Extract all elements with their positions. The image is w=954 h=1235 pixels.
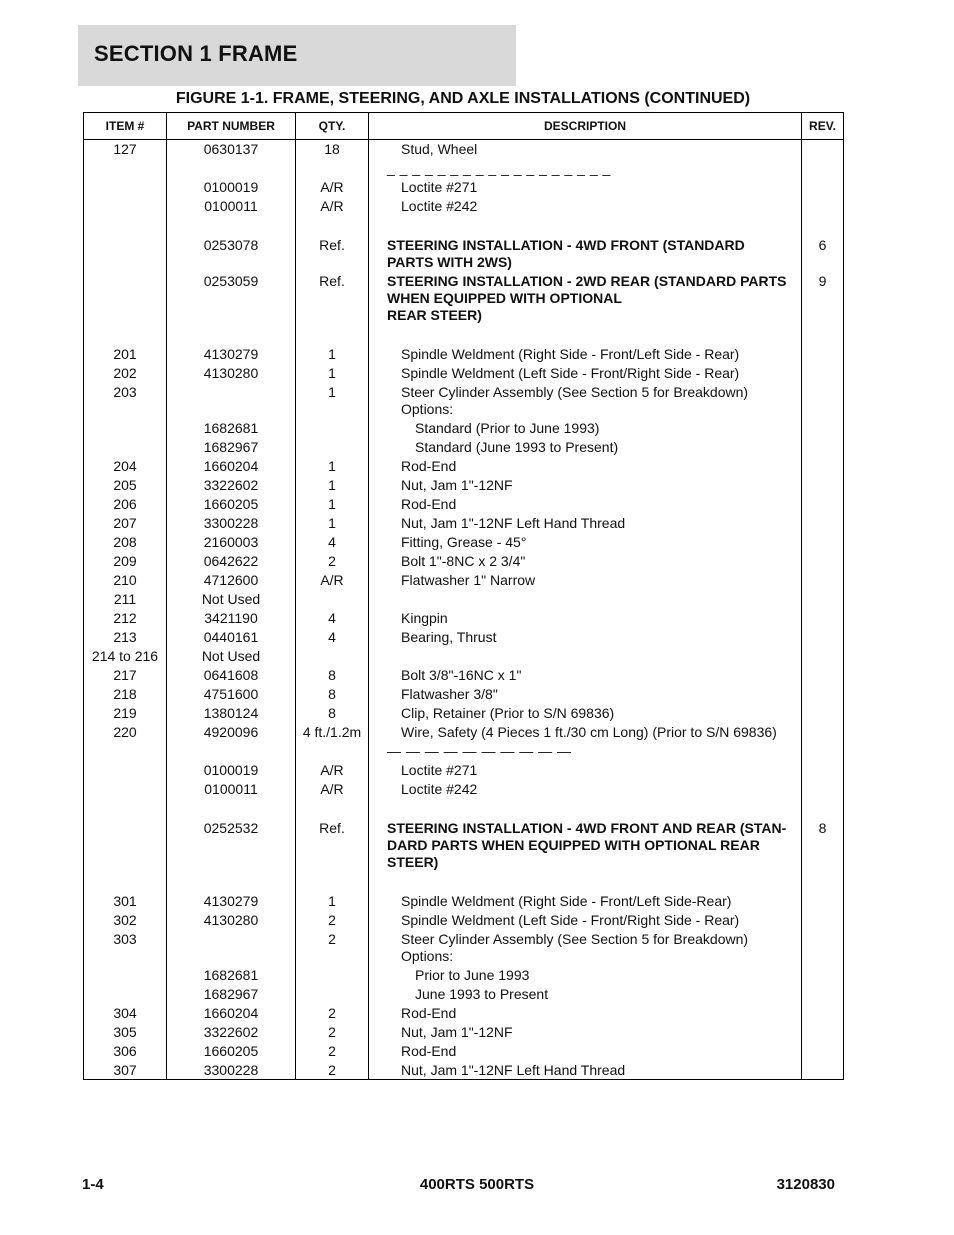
table-row (84, 1003, 844, 1022)
item-number-cell: 303 (84, 929, 167, 965)
part-number-cell: 0440161 (167, 627, 296, 646)
rev-cell: 9 (802, 271, 844, 324)
table-row (84, 722, 844, 741)
item-number-cell: 305 (84, 1022, 167, 1041)
footer-page-number: 1-4 (82, 1176, 104, 1193)
item-number-cell: 220 (84, 722, 167, 741)
part-number-cell: 4920096 (167, 722, 296, 741)
table-row (84, 177, 844, 196)
description-cell: Spindle Weldment (Left Side - Front/Right Side - Rear) (369, 910, 802, 929)
description-cell: Prior to June 1993 (369, 965, 802, 984)
table-row (84, 929, 844, 965)
part-number-cell: 1660205 (167, 494, 296, 513)
item-number-cell: 219 (84, 703, 167, 722)
item-number-cell (84, 177, 167, 196)
item-number-cell (84, 418, 167, 437)
spacer-cell (369, 798, 802, 818)
qty-cell: 2 (296, 1022, 369, 1041)
item-number-cell: 211 (84, 589, 167, 608)
part-number-cell: 4130280 (167, 363, 296, 382)
table-row (84, 437, 844, 456)
table-row (84, 891, 844, 910)
item-number-cell: 217 (84, 665, 167, 684)
spacer-cell (802, 798, 844, 818)
part-number-cell (167, 741, 296, 760)
table-row (84, 818, 844, 871)
rev-cell (802, 965, 844, 984)
description-cell: Rod-End (369, 1003, 802, 1022)
header-rev: REV. (802, 113, 844, 140)
qty-cell (296, 741, 369, 760)
rev-cell (802, 140, 844, 159)
qty-cell: 2 (296, 929, 369, 965)
rev-cell (802, 494, 844, 513)
rev-cell (802, 760, 844, 779)
description-cell: Flatwasher 1" Narrow (369, 570, 802, 589)
part-number-cell: 1682681 (167, 418, 296, 437)
spacer-cell (296, 324, 369, 344)
table-row (84, 965, 844, 984)
part-number-cell: 0642622 (167, 551, 296, 570)
part-number-cell: 1380124 (167, 703, 296, 722)
part-number-cell: 1682681 (167, 965, 296, 984)
header-part-number: PART NUMBER (167, 113, 296, 140)
rev-cell (802, 570, 844, 589)
table-row (84, 494, 844, 513)
item-number-cell (84, 984, 167, 1003)
rev-cell (802, 344, 844, 363)
part-number-cell: 1660204 (167, 1003, 296, 1022)
description-cell: Rod-End (369, 1041, 802, 1060)
description-cell: Nut, Jam 1"-12NF Left Hand Thread (369, 1060, 802, 1080)
spacer-cell (369, 324, 802, 344)
part-number-cell: 2160003 (167, 532, 296, 551)
table-row (84, 344, 844, 363)
rev-cell (802, 196, 844, 215)
qty-cell: 4 (296, 532, 369, 551)
item-number-cell: 212 (84, 608, 167, 627)
table-row (84, 271, 844, 324)
qty-cell (296, 589, 369, 608)
description-cell: Standard (Prior to June 1993) (369, 418, 802, 437)
description-cell: Loctite #271 (369, 760, 802, 779)
part-number-cell: 0100019 (167, 760, 296, 779)
rev-cell (802, 363, 844, 382)
spacer-cell (84, 324, 167, 344)
qty-cell: 1 (296, 456, 369, 475)
description-cell: Spindle Weldment (Right Side - Front/Left Side-Rear) (369, 891, 802, 910)
part-number-cell: 3322602 (167, 1022, 296, 1041)
rev-cell (802, 608, 844, 627)
rev-cell (802, 382, 844, 418)
description-cell: — — — — — — — — — — (369, 741, 802, 760)
table-row (84, 984, 844, 1003)
table-row (84, 382, 844, 418)
item-number-cell: 306 (84, 1041, 167, 1060)
item-number-cell: 203 (84, 382, 167, 418)
qty-cell: 4 ft./1.2m (296, 722, 369, 741)
item-number-cell: 218 (84, 684, 167, 703)
description-cell (369, 589, 802, 608)
table-row (84, 570, 844, 589)
table-row (84, 532, 844, 551)
item-number-cell (84, 235, 167, 271)
qty-cell: 1 (296, 891, 369, 910)
rev-cell (802, 646, 844, 665)
part-number-cell: 1682967 (167, 437, 296, 456)
table-row (84, 1041, 844, 1060)
description-cell: Loctite #271 (369, 177, 802, 196)
rev-cell (802, 703, 844, 722)
rev-cell (802, 1060, 844, 1080)
section-banner (78, 25, 516, 86)
table-row (84, 589, 844, 608)
spacer-cell (802, 324, 844, 344)
qty-cell: 8 (296, 684, 369, 703)
rev-cell (802, 532, 844, 551)
table-row (84, 608, 844, 627)
part-number-cell: 0630137 (167, 140, 296, 159)
item-number-cell (84, 779, 167, 798)
rev-cell (802, 627, 844, 646)
table-row (84, 760, 844, 779)
qty-cell: 2 (296, 910, 369, 929)
rev-cell (802, 589, 844, 608)
part-number-cell (167, 382, 296, 418)
table-row (84, 1022, 844, 1041)
description-cell: Fitting, Grease - 45° (369, 532, 802, 551)
qty-cell: 1 (296, 363, 369, 382)
header-qty: QTY. (296, 113, 369, 140)
part-number-cell: 1682967 (167, 984, 296, 1003)
qty-cell: A/R (296, 177, 369, 196)
rev-cell (802, 741, 844, 760)
qty-cell: 1 (296, 344, 369, 363)
table-header-row (84, 113, 844, 140)
description-cell: Spindle Weldment (Right Side - Front/Left Side - Rear) (369, 344, 802, 363)
rev-cell (802, 1022, 844, 1041)
description-cell: Loctite #242 (369, 779, 802, 798)
qty-cell: 4 (296, 627, 369, 646)
section-title: SECTION 1 FRAME (94, 41, 298, 66)
qty-cell (296, 158, 369, 177)
part-number-cell: 0100019 (167, 177, 296, 196)
table-spacer-row (84, 324, 844, 344)
qty-cell: Ref. (296, 271, 369, 324)
item-number-cell (84, 271, 167, 324)
rev-cell (802, 984, 844, 1003)
item-number-cell: 304 (84, 1003, 167, 1022)
rev-cell (802, 891, 844, 910)
footer-doc-number: 3120830 (776, 1176, 835, 1193)
qty-cell: Ref. (296, 235, 369, 271)
item-number-cell: 127 (84, 140, 167, 159)
table-row (84, 513, 844, 532)
rev-cell (802, 437, 844, 456)
table-row (84, 665, 844, 684)
table-row (84, 627, 844, 646)
parts-table (83, 112, 844, 1080)
qty-cell: A/R (296, 760, 369, 779)
part-number-cell (167, 929, 296, 965)
item-number-cell: 202 (84, 363, 167, 382)
table-spacer-row (84, 871, 844, 891)
description-cell: Nut, Jam 1"-12NF Left Hand Thread (369, 513, 802, 532)
description-cell: Clip, Retainer (Prior to S/N 69836) (369, 703, 802, 722)
item-number-cell: 201 (84, 344, 167, 363)
item-number-cell: 205 (84, 475, 167, 494)
description-cell: Bearing, Thrust (369, 627, 802, 646)
item-number-cell (84, 158, 167, 177)
description-cell (369, 646, 802, 665)
description-cell: Steer Cylinder Assembly (See Section 5 for Breakdown) Options: (369, 382, 802, 418)
part-number-cell: 1660204 (167, 456, 296, 475)
part-number-cell: 0252532 (167, 818, 296, 871)
table-row (84, 158, 844, 177)
spacer-cell (167, 324, 296, 344)
spacer-cell (167, 871, 296, 891)
part-number-cell: 4130280 (167, 910, 296, 929)
rev-cell (802, 475, 844, 494)
part-number-cell: Not Used (167, 646, 296, 665)
description-cell: Rod-End (369, 456, 802, 475)
item-number-cell: 209 (84, 551, 167, 570)
rev-cell (802, 551, 844, 570)
spacer-cell (802, 871, 844, 891)
description-cell: Loctite #242 (369, 196, 802, 215)
part-number-cell: 3300228 (167, 1060, 296, 1080)
item-number-cell: 214 to 216 (84, 646, 167, 665)
part-number-cell: 1660205 (167, 1041, 296, 1060)
item-number-cell (84, 965, 167, 984)
description-cell: Kingpin (369, 608, 802, 627)
header-description: DESCRIPTION (369, 113, 802, 140)
table-row (84, 741, 844, 760)
item-number-cell: 213 (84, 627, 167, 646)
spacer-cell (84, 215, 167, 235)
qty-cell: A/R (296, 570, 369, 589)
spacer-cell (369, 215, 802, 235)
part-number-cell: 0641608 (167, 665, 296, 684)
qty-cell: 2 (296, 1060, 369, 1080)
table-row (84, 235, 844, 271)
qty-cell: 2 (296, 1003, 369, 1022)
qty-cell (296, 646, 369, 665)
part-number-cell: 0100011 (167, 196, 296, 215)
description-cell: STEERING INSTALLATION - 4WD FRONT AND REAR (STAN- DARD PARTS WHEN EQUIPPED WITH OPTIONAL REAR STEER) (369, 818, 802, 871)
qty-cell: Ref. (296, 818, 369, 871)
table-row (84, 475, 844, 494)
table-spacer-row (84, 215, 844, 235)
qty-cell: 8 (296, 703, 369, 722)
item-number-cell: 302 (84, 910, 167, 929)
rev-cell (802, 910, 844, 929)
table-row (84, 684, 844, 703)
qty-cell (296, 984, 369, 1003)
header-item: ITEM # (84, 113, 167, 140)
item-number-cell: 204 (84, 456, 167, 475)
item-number-cell: 208 (84, 532, 167, 551)
description-cell: Standard (June 1993 to Present) (369, 437, 802, 456)
part-number-cell: 4130279 (167, 344, 296, 363)
table-row (84, 1060, 844, 1080)
part-number-cell: 0253059 (167, 271, 296, 324)
qty-cell: 2 (296, 1041, 369, 1060)
description-cell: Nut, Jam 1"-12NF (369, 475, 802, 494)
rev-cell: 8 (802, 818, 844, 871)
spacer-cell (84, 871, 167, 891)
rev-cell (802, 158, 844, 177)
qty-cell: 1 (296, 513, 369, 532)
spacer-cell (296, 871, 369, 891)
table-row (84, 910, 844, 929)
qty-cell: 1 (296, 475, 369, 494)
part-number-cell: Not Used (167, 589, 296, 608)
qty-cell: A/R (296, 196, 369, 215)
qty-cell: 8 (296, 665, 369, 684)
item-number-cell (84, 437, 167, 456)
part-number-cell: 4712600 (167, 570, 296, 589)
spacer-cell (802, 215, 844, 235)
table-row (84, 646, 844, 665)
table-row (84, 456, 844, 475)
item-number-cell (84, 196, 167, 215)
qty-cell: A/R (296, 779, 369, 798)
table-body (84, 140, 844, 1080)
description-cell: Stud, Wheel (369, 140, 802, 159)
part-number-cell: 0100011 (167, 779, 296, 798)
description-cell: Wire, Safety (4 Pieces 1 ft./30 cm Long) (Prior to S/N 69836) (369, 722, 802, 741)
part-number-cell: 3300228 (167, 513, 296, 532)
qty-cell (296, 418, 369, 437)
table-row (84, 196, 844, 215)
rev-cell (802, 929, 844, 965)
item-number-cell (84, 741, 167, 760)
description-cell: Flatwasher 3/8" (369, 684, 802, 703)
description-cell: STEERING INSTALLATION - 4WD FRONT (STANDARD PARTS WITH 2WS) (369, 235, 802, 271)
rev-cell (802, 513, 844, 532)
rev-cell: 6 (802, 235, 844, 271)
spacer-cell (369, 871, 802, 891)
spacer-cell (296, 798, 369, 818)
item-number-cell: 206 (84, 494, 167, 513)
item-number-cell: 207 (84, 513, 167, 532)
description-cell: Bolt 3/8"-16NC x 1" (369, 665, 802, 684)
description-cell: Spindle Weldment (Left Side - Front/Right Side - Rear) (369, 363, 802, 382)
table-row (84, 703, 844, 722)
item-number-cell: 210 (84, 570, 167, 589)
rev-cell (802, 1041, 844, 1060)
description-cell: Nut, Jam 1"-12NF (369, 1022, 802, 1041)
part-number-cell: 4130279 (167, 891, 296, 910)
qty-cell: 18 (296, 140, 369, 159)
figure-title: FIGURE 1-1. FRAME, STEERING, AND AXLE INSTALLATIONS (CONTINUED) (175, 90, 751, 107)
rev-cell (802, 665, 844, 684)
qty-cell: 1 (296, 382, 369, 418)
table-row (84, 363, 844, 382)
description-cell: June 1993 to Present (369, 984, 802, 1003)
rev-cell (802, 722, 844, 741)
spacer-cell (296, 215, 369, 235)
table-row (84, 140, 844, 159)
part-number-cell: 3421190 (167, 608, 296, 627)
rev-cell (802, 1003, 844, 1022)
spacer-cell (167, 215, 296, 235)
item-number-cell (84, 760, 167, 779)
qty-cell: 4 (296, 608, 369, 627)
spacer-cell (84, 798, 167, 818)
part-number-cell: 4751600 (167, 684, 296, 703)
description-cell: Rod-End (369, 494, 802, 513)
qty-cell (296, 965, 369, 984)
table-row (84, 551, 844, 570)
description-cell: _ _ _ _ _ _ _ _ _ _ _ _ _ _ _ _ _ _ (369, 158, 802, 177)
table-row (84, 779, 844, 798)
qty-cell: 2 (296, 551, 369, 570)
item-number-cell (84, 818, 167, 871)
part-number-cell (167, 158, 296, 177)
description-cell: STEERING INSTALLATION - 2WD REAR (STANDARD PARTS WHEN EQUIPPED WITH OPTIONAL REAR STEER) (369, 271, 802, 324)
table-spacer-row (84, 798, 844, 818)
rev-cell (802, 177, 844, 196)
rev-cell (802, 418, 844, 437)
rev-cell (802, 456, 844, 475)
part-number-cell: 3322602 (167, 475, 296, 494)
spacer-cell (167, 798, 296, 818)
item-number-cell: 301 (84, 891, 167, 910)
description-cell: Steer Cylinder Assembly (See Section 5 for Breakdown) Options: (369, 929, 802, 965)
rev-cell (802, 684, 844, 703)
qty-cell: 1 (296, 494, 369, 513)
description-cell: Bolt 1"-8NC x 2 3/4" (369, 551, 802, 570)
qty-cell (296, 437, 369, 456)
table-row (84, 418, 844, 437)
rev-cell (802, 779, 844, 798)
part-number-cell: 0253078 (167, 235, 296, 271)
item-number-cell: 307 (84, 1060, 167, 1080)
footer-models: 400RTS 500RTS (419, 1176, 535, 1193)
